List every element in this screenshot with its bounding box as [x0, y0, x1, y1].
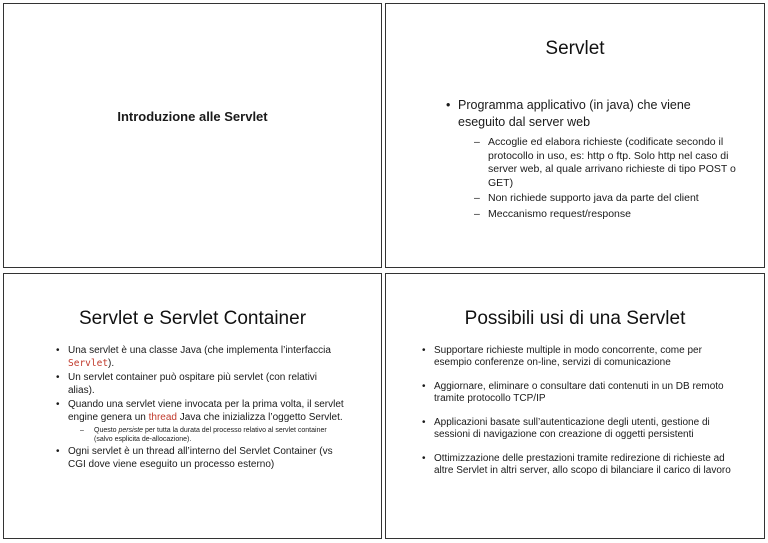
slide-title: Servlet e Servlet Container: [78, 308, 307, 329]
sub-bullet-item: – Meccanismo request/response: [474, 208, 736, 222]
sub-bullet-item: [80, 426, 346, 444]
slide-title: Introduzione alle Servlet: [117, 109, 268, 124]
code-text: Servlet: [68, 357, 109, 369]
bullet-item: • Applicazioni basate sull’autenticazione degli utenti, gestione di sessioni di navigazione con creazione di oggetti persistenti: [422, 417, 732, 440]
slide-1: [3, 3, 382, 268]
bullet-item: [56, 399, 346, 444]
slide-title: Possibili usi di una Servlet: [464, 308, 686, 329]
bullet-item: • Aggiornare, eliminare o consultare dati contenuti in un DB remoto tramite protocollo TCP/IP: [422, 381, 732, 404]
sub-bullet-list: [474, 136, 736, 222]
bullet-text: per tutta la durata del processo relativo al servlet container (salvo esplicita de-allocazione).: [94, 427, 327, 443]
bullet-text: Java che inizializza l’oggetto Servlet.: [176, 411, 343, 423]
bullet-text: Quando una servlet viene invocata per la prima volta, il servlet engine genera un: [68, 399, 344, 423]
bullet-list: [422, 345, 732, 489]
sub-bullet-item: – Accoglie ed elabora richieste (codificate secondo il protocollo in uso, es: http o ftp. Solo http nel caso di server web, al quale arrivano richieste di tipo POST o GET): [474, 136, 736, 190]
bullet-list: [56, 345, 346, 473]
slide-title: Servlet: [545, 38, 605, 59]
bullet-text: ).: [108, 357, 115, 369]
sub-bullet-list: [80, 426, 346, 444]
sub-bullet-item: – Non richiede supporto java da parte del client: [474, 192, 736, 206]
bullet-item: [56, 345, 346, 370]
bullet-item: • Un servlet container può ospitare più servlet (con relativi alias).: [56, 372, 346, 397]
highlight-text: thread: [148, 411, 177, 423]
slide-4: [385, 273, 765, 539]
bullet-item: • Supportare richieste multiple in modo concorrente, come per esempio conferenze on-line, servizi di comunicazione: [422, 345, 732, 368]
slide-2: [385, 3, 765, 268]
bullet-item: • Ogni servlet è un thread all’interno del Servlet Container (vs CGI dove viene eseguito un processo esterno): [56, 446, 346, 471]
emphasis-text: persiste: [118, 427, 144, 434]
bullet-item: [446, 97, 736, 222]
bullet-item: • Ottimizzazione delle prestazioni tramite redirezione di richieste ad altre Servlet in altri server, allo scopo di bilanciare il carico di lavoro: [422, 453, 732, 476]
bullet-text: Questo: [94, 427, 119, 434]
bullet-text: Una servlet è una classe Java (che implementa l’interfaccia: [68, 345, 331, 356]
slide-3: [3, 273, 382, 539]
bullet-list: [446, 97, 736, 224]
bullet-text: Programma applicativo (in java) che viene eseguito dal server web: [458, 98, 691, 129]
